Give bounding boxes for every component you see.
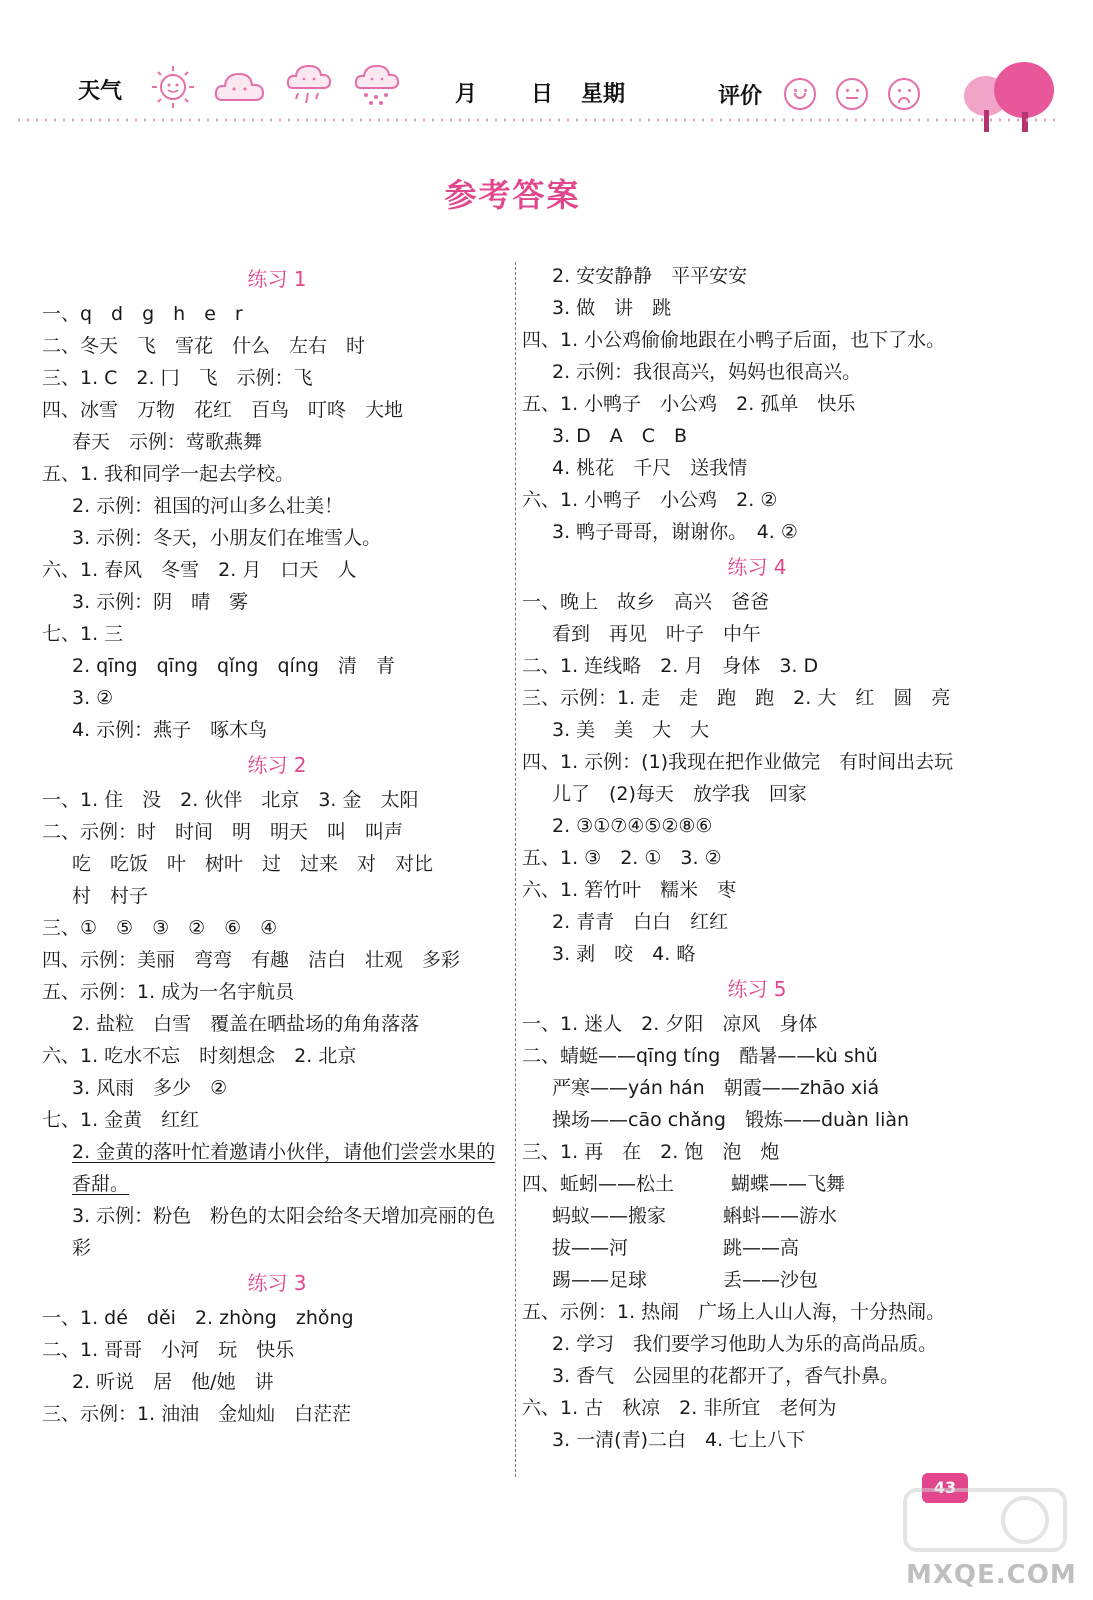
- watermark-text: MXQE.COM: [906, 1560, 1077, 1590]
- answer-line: 4. 示例：燕子 啄木鸟: [72, 719, 268, 741]
- answer-line: 3. 示例：冬天，小朋友们在堆雪人。: [72, 527, 382, 549]
- answer-line: 四、1. 小公鸡偷偷地跟在小鸭子后面，也下了水。: [522, 329, 946, 351]
- answer-line: 一、1. 迷人 2. 夕阳 凉风 身体: [522, 1013, 818, 1035]
- answer-line: 看到 再见 叶子 中午: [552, 623, 762, 645]
- answer-line: 三、① ⑤ ③ ② ⑥ ④: [42, 917, 278, 939]
- answer-line: 四、蚯蚓——松土 蝴蝶——飞舞: [522, 1173, 846, 1195]
- answer-line: 一、q d g h e r: [42, 303, 243, 325]
- answer-line: 3. 一清(青)二白 4. 七上八下: [552, 1429, 806, 1451]
- answer-line: 三、示例：1. 油油 金灿灿 白茫茫: [42, 1403, 352, 1425]
- section-heading: 练习 5: [727, 977, 787, 1001]
- answer-line: 五、1. 我和同学一起去学校。: [42, 463, 295, 485]
- answer-line: 四、冰雪 万物 花红 百鸟 叮咚 大地: [42, 399, 404, 421]
- decorative-border: [18, 115, 1058, 125]
- answer-line: 2. 示例：我很高兴，妈妈也很高兴。: [552, 361, 862, 383]
- right-column: [522, 260, 992, 1456]
- section-heading: 练习 1: [247, 267, 307, 291]
- answer-line: 2. qīng qīng qǐng qíng 清 青: [72, 655, 395, 677]
- answer-line: 三、1. C 2. 冂 飞 示例：飞: [42, 367, 313, 389]
- answer-line: 村 村子: [72, 885, 149, 907]
- answer-line: 3. 剥 咬 4. 略: [552, 943, 696, 965]
- answer-line: 二、1. 哥哥 小河 玩 快乐: [42, 1339, 295, 1361]
- week-label: 星期: [581, 82, 626, 107]
- answer-line: 六、1. 小鸭子 小公鸡 2. ②: [522, 489, 778, 511]
- rain-cloud-icon: [286, 62, 332, 110]
- answer-line: 2. 示例：祖国的河山多么壮美！: [72, 495, 344, 517]
- answer-line: 2. 听说 居 他/她 讲: [72, 1371, 274, 1393]
- answer-line: 2. 金黄的落叶忙着邀请小伙伴，请他们尝尝水果的香甜。: [72, 1141, 496, 1195]
- answer-line: 二、示例：时 时间 明 明天 叫 叫声: [42, 821, 404, 843]
- answer-line: 操场——cāo chǎng 锻炼——duàn liàn: [552, 1109, 910, 1131]
- day-label: 日: [531, 82, 554, 107]
- answer-line: 2. 盐粒 白雪 覆盖在晒盐场的角角落落: [72, 1013, 420, 1035]
- answer-line: 拔——河 跳——高: [552, 1237, 800, 1259]
- answer-line: 3. 做 讲 跳: [552, 297, 672, 319]
- answer-line: 三、1. 再 在 2. 饱 泡 炮: [522, 1141, 780, 1163]
- answer-line: 儿了 (2)每天 放学我 回家: [552, 783, 807, 805]
- section-heading: 练习 3: [247, 1271, 307, 1295]
- answer-line: 吃 吃饭 叶 树叶 过 过来 对 对比: [72, 853, 434, 875]
- answer-line: 3. ②: [72, 687, 114, 709]
- rating-label: 评价: [718, 84, 763, 109]
- page-title: 参考答案: [444, 176, 581, 214]
- answer-line: 2. 安安静静 平平安安: [552, 265, 748, 287]
- weather-label: 天气: [78, 79, 123, 104]
- section-heading: 练习 2: [247, 753, 307, 777]
- answer-line: 五、1. ③ 2. ① 3. ②: [522, 847, 722, 869]
- snow-cloud-icon: [354, 62, 400, 110]
- neutral-face-icon[interactable]: [836, 78, 868, 110]
- answer-line: 春天 示例：莺歌燕舞: [72, 431, 263, 453]
- answer-line: 六、1. 箬竹叶 糯米 枣: [522, 879, 737, 901]
- answer-line: 四、1. 示例：(1)我现在把作业做完 有时间出去玩: [522, 751, 954, 773]
- answer-line: 蚂蚁——搬家 蝌蚪——游水: [552, 1205, 838, 1227]
- answer-line: 五、示例：1. 成为一名宇航员: [42, 981, 295, 1003]
- answer-line: 三、示例：1. 走 走 跑 跑 2. 大 红 圆 亮: [522, 687, 951, 709]
- answer-line: 五、1. 小鸭子 小公鸡 2. 孤单 快乐: [522, 393, 856, 415]
- answer-line: 二、冬天 飞 雪花 什么 左右 时: [42, 335, 366, 357]
- sun-icon: [150, 64, 196, 110]
- cloud-icon: [214, 68, 266, 104]
- answer-line: 七、1. 三: [42, 623, 124, 645]
- answer-line: 3. 示例：粉色 粉色的太阳会给冬天增加亮丽的色彩: [72, 1205, 496, 1259]
- answer-line: 4. 桃花 千尺 送我情: [552, 457, 748, 479]
- answer-line: 严寒——yán hán 朝霞——zhāo xiá: [552, 1077, 880, 1099]
- answer-line: 2. 学习 我们要学习他助人为乐的高尚品质。: [552, 1333, 938, 1355]
- sad-face-icon[interactable]: [888, 78, 920, 110]
- answer-line: 一、1. 住 没 2. 伙伴 北京 3. 金 太阳: [42, 789, 419, 811]
- answer-line: 一、1. dé děi 2. zhòng zhǒng: [42, 1307, 354, 1329]
- answer-line: 一、晚上 故乡 高兴 爸爸: [522, 591, 770, 613]
- page-header: [0, 0, 1093, 135]
- answer-line: 四、示例：美丽 弯弯 有趣 洁白 壮观 多彩: [42, 949, 461, 971]
- column-divider: [515, 262, 516, 1477]
- answer-line: 3. 鸭子哥哥，谢谢你。 4. ②: [552, 521, 798, 543]
- page-number: 43: [922, 1473, 968, 1503]
- answer-line: 3. 示例：阴 晴 雾: [72, 591, 249, 613]
- answer-line: 二、蜻蜓——qīng tíng 酷暑——kù shǔ: [522, 1045, 878, 1067]
- answer-line: 踢——足球 丢——沙包: [552, 1269, 819, 1291]
- answer-line: 二、1. 连线略 2. 月 身体 3. D: [522, 655, 819, 677]
- left-column: [42, 260, 512, 1430]
- answer-line: 五、示例：1. 热闹 广场上人山人海，十分热闹。: [522, 1301, 946, 1323]
- month-label: 月: [455, 82, 478, 107]
- section-heading: 练习 4: [727, 555, 787, 579]
- answer-line: 六、1. 古 秋凉 2. 非所宜 老何为: [522, 1397, 837, 1419]
- answer-line: 2. ③①⑦④⑤②⑧⑥: [552, 815, 713, 837]
- answer-line: 六、1. 吃水不忘 时刻想念 2. 北京: [42, 1045, 357, 1067]
- answer-line: 2. 青青 白白 红红: [552, 911, 729, 933]
- answer-line: 3. D A C B: [552, 425, 688, 447]
- answer-line: 3. 风雨 多少 ②: [72, 1077, 228, 1099]
- answer-line: 七、1. 金黄 红红: [42, 1109, 200, 1131]
- answer-line: 3. 美 美 大 大: [552, 719, 710, 741]
- answer-line: 六、1. 春风 冬雪 2. 月 口天 人: [42, 559, 357, 581]
- answer-line: 3. 香气 公园里的花都开了，香气扑鼻。: [552, 1365, 900, 1387]
- smile-face-icon[interactable]: [784, 78, 816, 110]
